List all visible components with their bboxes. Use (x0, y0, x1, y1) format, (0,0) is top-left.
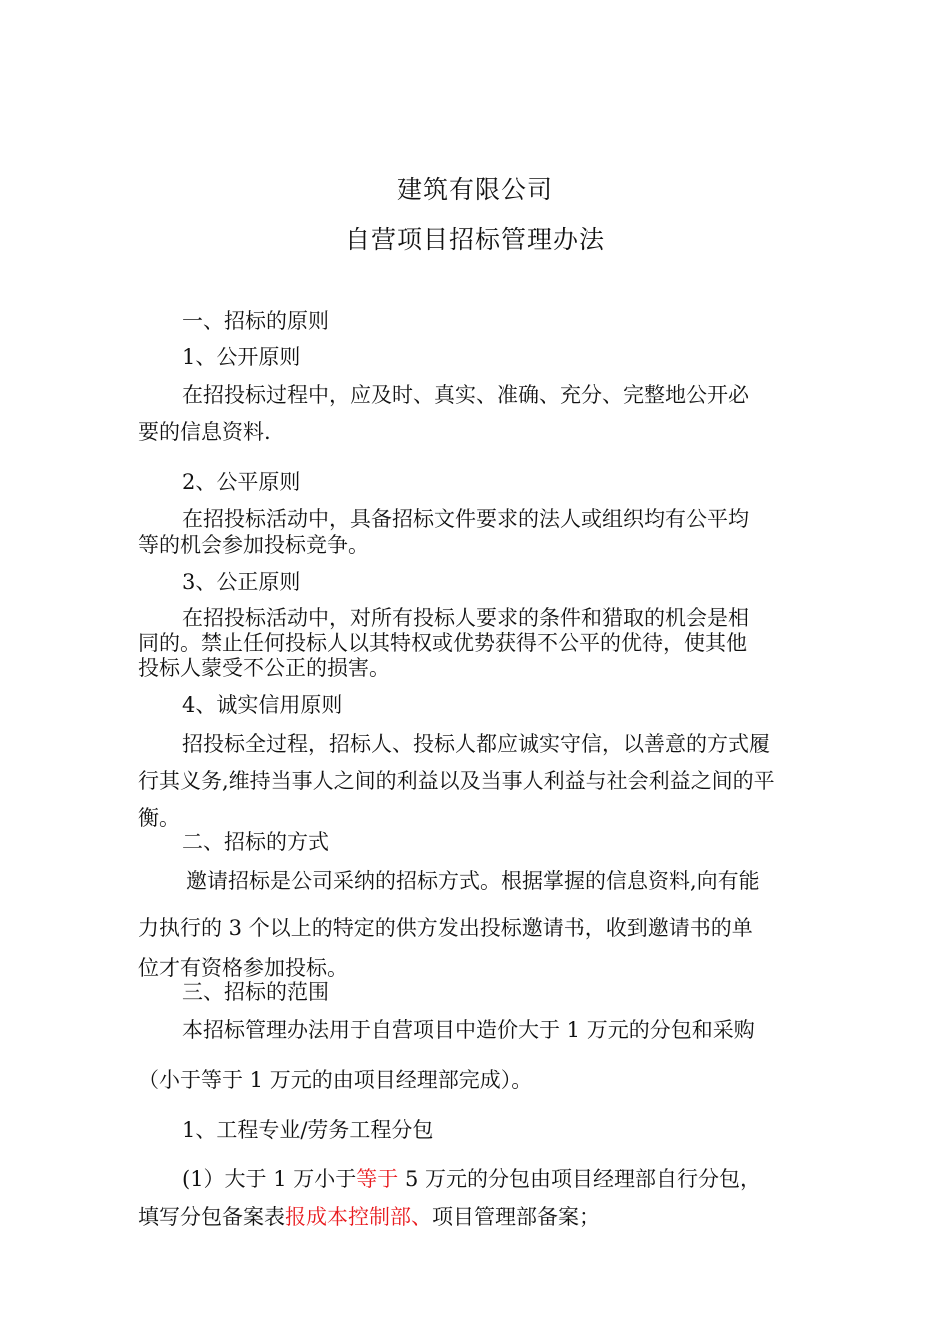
company-title: 建筑有限公司 (396, 175, 553, 204)
subsection-heading: 2、公平原则 (182, 470, 301, 494)
paragraph-line: 等的机会参加投标竞争。 (138, 533, 369, 557)
subsection-heading: 4、诚实信用原则 (182, 693, 343, 717)
subsection-heading: 1、公开原则 (182, 345, 301, 369)
list-item-text: 项目管理部备案； (432, 1205, 600, 1229)
paragraph-line: 本招标管理办法用于自营项目中造价大于 1 万元的分包和采购 (182, 1018, 755, 1042)
section-heading: 二、招标的方式 (182, 830, 329, 854)
list-item-text: 5 万元的分包由项目经理部自行分包， (398, 1167, 761, 1191)
highlighted-text: 报成本控制部、 (285, 1205, 432, 1229)
highlighted-text: 等于 (356, 1167, 399, 1191)
subsection-heading: 3、公正原则 (182, 570, 301, 594)
paragraph-line: 要的信息资料. (138, 420, 271, 444)
list-item-text: (1）大于 1 万小于 (182, 1167, 357, 1191)
paragraph-line: 在招投标活动中，具备招标文件要求的法人或组织均有公平均 (182, 507, 749, 531)
paragraph-line: （小于等于 1 万元的由项目经理部完成）。 (138, 1068, 533, 1092)
document-title: 自营项目招标管理办法 (344, 225, 605, 254)
paragraph-line: 在招投标活动中，对所有投标人要求的条件和猎取的机会是相 (182, 606, 749, 630)
paragraph-line: 邀请招标是公司采纳的招标方式。根据掌握的信息资料,向有能 (186, 869, 760, 893)
subsection-heading: 1、工程专业/劳务工程分包 (182, 1118, 434, 1142)
paragraph-line: 招投标全过程，招标人、投标人都应诚实守信，以善意的方式履 (182, 732, 770, 756)
paragraph-line: 投标人蒙受不公正的损害。 (138, 656, 390, 680)
paragraph-line: 在招投标过程中，应及时、真实、准确、充分、完整地公开必 (182, 383, 749, 407)
section-heading: 三、招标的范围 (182, 980, 329, 1004)
paragraph-line: 力执行的 3 个以上的特定的供方发出投标邀请书，收到邀请书的单 (138, 916, 753, 940)
paragraph-line: 同的。禁止任何投标人以其特权或优势获得不公平的优待，使其他 (138, 631, 747, 655)
list-item (182, 1169, 761, 1190)
paragraph-line: 位才有资格参加投标。 (138, 956, 348, 980)
section-heading: 一、招标的原则 (182, 309, 329, 333)
list-item (138, 1207, 600, 1228)
paragraph-line: 行其义务,维持当事人之间的利益以及当事人利益与社会利益之间的平 (138, 769, 775, 793)
list-item-text: 填写分包备案表 (138, 1205, 285, 1229)
paragraph-line: 衡。 (138, 806, 180, 830)
